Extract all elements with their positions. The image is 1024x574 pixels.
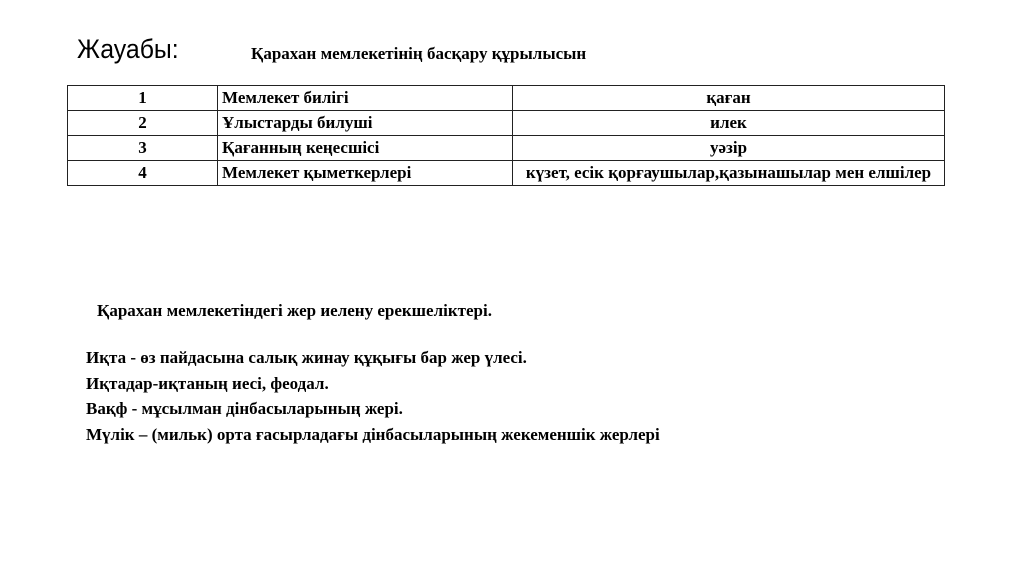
role-cell: Мемлекет қыметкерлері bbox=[218, 161, 513, 186]
definitions-list bbox=[86, 345, 660, 447]
row-number: 4 bbox=[68, 161, 218, 186]
table-row bbox=[68, 161, 945, 186]
definition-item: Иқта - өз пайдасына салық жинау құқығы бар жер үлесі. bbox=[86, 348, 527, 367]
table-row bbox=[68, 86, 945, 111]
definition-item: Иқтадар-иқтаның иесі, феодал. bbox=[86, 373, 329, 393]
definition-item: Мүлік – (мильк) орта ғасырладағы дінбасыларының жекеменшік жерлері bbox=[86, 424, 660, 444]
holder-cell: уәзір bbox=[513, 136, 945, 161]
table-row bbox=[68, 111, 945, 136]
row-number: 1 bbox=[68, 86, 218, 111]
holder-cell: илек bbox=[513, 111, 945, 136]
land-section-title: Қарахан мемлекетіндегі жер иелену ерекшеліктері. bbox=[97, 301, 492, 320]
row-number: 3 bbox=[68, 136, 218, 161]
table-row bbox=[68, 136, 945, 161]
holder-cell: күзет, есік қорғаушылар,қазынашылар мен елшілер bbox=[513, 161, 945, 186]
governance-table bbox=[67, 85, 945, 186]
table-caption: Қарахан мемлекетінің басқару құрылысын bbox=[251, 44, 587, 63]
role-cell: Мемлекет билігі bbox=[218, 86, 513, 111]
role-cell: Қағанның кеңесшісі bbox=[218, 136, 513, 161]
answer-heading: Жауабы: bbox=[77, 34, 179, 64]
role-cell: Ұлыстарды билуші bbox=[218, 111, 513, 136]
row-number: 2 bbox=[68, 111, 218, 136]
definition-item: Вақф - мұсылман дінбасыларының жері. bbox=[86, 399, 403, 418]
holder-cell: қаған bbox=[513, 86, 945, 111]
